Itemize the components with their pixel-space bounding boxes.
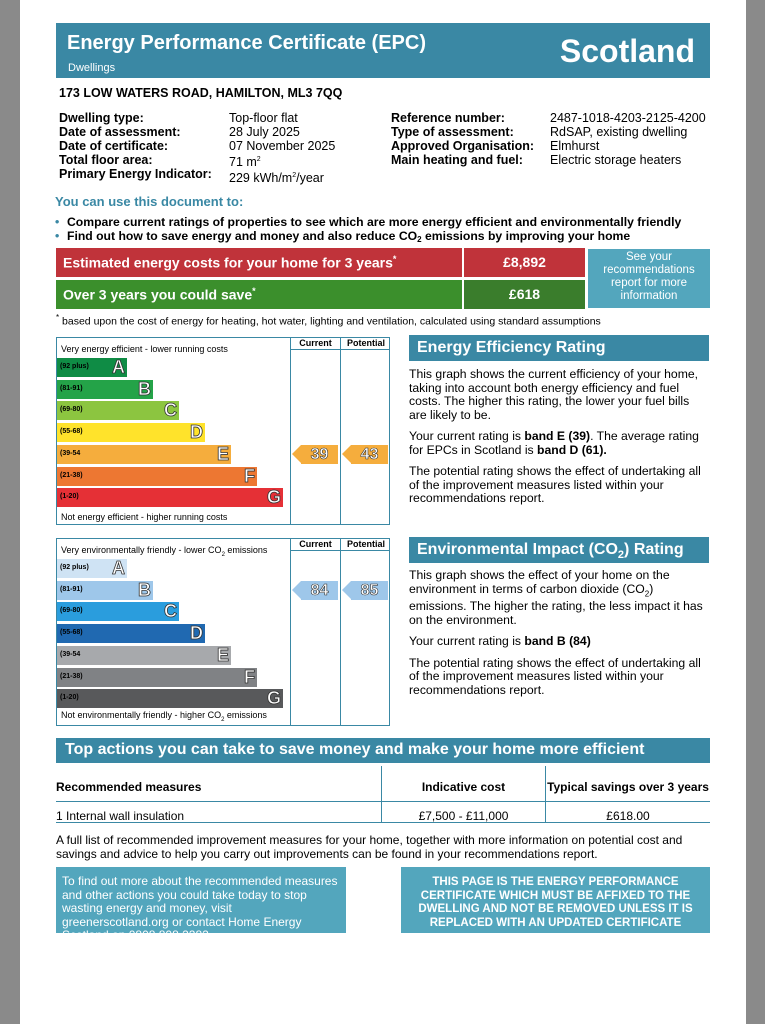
band-range-label: (69-80) xyxy=(60,406,83,414)
environmental-rating-para-1: This graph shows the effect of your home on the environment in terms of carbon dioxide $(CO_2)$ emissions. The higher the rating, the less impact it has on the environment. xyxy=(409,568,703,627)
header-banner xyxy=(56,23,710,78)
reference-label: Reference number: xyxy=(391,111,505,125)
chart-divider xyxy=(340,539,341,725)
cost-column-header: Indicative cost xyxy=(421,780,506,794)
use-bullets xyxy=(55,215,681,247)
pei-value: 229 kWh/$m^2$/year xyxy=(229,171,324,186)
band-range-label: (1-20) xyxy=(60,493,79,501)
band-range-label: (69-80) xyxy=(60,607,83,615)
environmental-rating-para-3: The potential rating shows the effect of undertaking all of the improvement measures listed within your recommendations report. xyxy=(409,655,701,697)
band-range-label: (81-91) xyxy=(60,384,83,392)
band-letter: D xyxy=(190,422,203,443)
band-range-label: (92 plus) xyxy=(60,363,89,370)
band-b xyxy=(57,581,153,600)
band-a xyxy=(57,559,127,578)
estimated-cost-row xyxy=(56,248,586,277)
band-range-label: (92 plus) xyxy=(60,564,89,571)
assessment-type-value: RdSAP, existing dwelling xyxy=(550,125,688,139)
band-range-label: (39-54 xyxy=(60,449,81,457)
energy-rating-para-2: Your current rating is band E (39). The average rating for EPCs in Scotland is band D (61). xyxy=(409,429,699,457)
floor-area-value: 71 $m^2$ xyxy=(229,155,261,170)
certificate-date-label: Date of certificate: xyxy=(59,139,169,153)
potential-rating-arrow xyxy=(342,445,389,464)
full-list-text: A full list of recommended improvement measures for your home, together with more information on potential cost and savings and advice to help you carry out improvements can be found in your recommendations report. xyxy=(56,833,683,861)
bullet-icon: • xyxy=(55,215,60,229)
chart-bottom-label: Not environmentally friendly - higher $CO_2$ emissions xyxy=(61,710,267,723)
certificate-page xyxy=(20,0,746,1024)
reference-value: 2487-1018-4203-2125-4200 xyxy=(550,111,706,125)
details-right-values xyxy=(550,111,706,167)
bullet-item: • Compare current ratings of properties to see which are more energy efficient and environmentally friendly xyxy=(55,215,682,229)
savings-label: Over 3 years you could save* xyxy=(56,280,462,309)
chart-divider xyxy=(340,338,341,524)
current-column-header: Current xyxy=(299,338,332,348)
band-letter: E xyxy=(216,644,229,665)
arrow-tip xyxy=(342,581,351,599)
band-a xyxy=(57,358,127,377)
energy-rating-para-3: The potential rating shows the effect of undertaking all of the improvement measures listed within your recommendations report. xyxy=(409,464,701,505)
potential-rating-arrow xyxy=(342,581,389,600)
band-b xyxy=(57,380,153,399)
band-range-label: (81-91) xyxy=(60,585,83,593)
rating-value: 43 xyxy=(351,445,388,464)
details-left-values xyxy=(229,111,335,185)
arrow-tip xyxy=(342,445,351,463)
rating-value: 39 xyxy=(301,445,338,464)
potential-column-header: Potential xyxy=(346,338,385,348)
chart-top-label: Very energy efficient - lower running costs xyxy=(61,344,228,354)
chart-header-rule xyxy=(290,550,389,551)
band-range-label: (55-68) xyxy=(60,428,83,436)
savings-column-header: Typical savings over 3 years xyxy=(547,780,709,794)
table-row-cost: £7,500 - £11,000 xyxy=(418,809,509,823)
band-range-label: (55-68) xyxy=(60,629,83,637)
current-rating-arrow xyxy=(292,581,339,600)
measures-column-header: Recommended measures xyxy=(56,780,202,794)
band-letter: C xyxy=(164,400,177,421)
assessment-date-label: Date of assessment: xyxy=(59,125,181,139)
chart-top-label: Very environmentally friendly - lower $CO_2$ emissions xyxy=(61,545,268,558)
band-range-label: (21-38) xyxy=(60,672,83,680)
top-actions-heading: Top actions you can take to save money and make your home more efficient xyxy=(56,738,710,763)
band-letter: F xyxy=(244,465,255,486)
band-d xyxy=(57,423,205,442)
band-f xyxy=(57,668,257,687)
bullet-icon: • xyxy=(55,229,60,243)
band-letter: G xyxy=(266,487,281,508)
chart-header-rule xyxy=(290,349,389,350)
cost-footnote: * based upon the cost of energy for heating, hot water, lighting and ventilation, calculated using standard assumptions xyxy=(56,313,601,328)
band-letter: C xyxy=(164,601,177,622)
environmental-rating-para-2: Your current rating is band B (84) xyxy=(409,634,591,649)
table-row-savings: £618.00 xyxy=(606,809,650,823)
band-range-label: (21-38) xyxy=(60,471,83,479)
band-letter: A xyxy=(112,357,125,377)
band-e xyxy=(57,445,231,464)
bullet-item: • Find out how to save energy and money and also reduce $CO_2$ emissions by improving your home xyxy=(55,229,631,244)
certificate-subtitle: Dwellings xyxy=(68,62,116,74)
energy-efficiency-chart xyxy=(56,337,390,525)
assessment-type-label: Type of assessment: xyxy=(391,125,514,139)
table-row-measure: 1 Internal wall insulation xyxy=(56,809,185,823)
property-address: 173 LOW WATERS ROAD, HAMILTON, ML3 7QQ xyxy=(59,86,343,100)
assessment-date-value: 28 July 2025 xyxy=(229,125,300,139)
band-g xyxy=(57,488,283,507)
country-name: Scotland xyxy=(559,33,695,69)
rating-value: 84 xyxy=(301,581,338,600)
arrow-tip xyxy=(292,445,301,463)
details-left-labels xyxy=(59,111,212,181)
floor-area-label: Total floor area: xyxy=(59,153,153,167)
dwelling-type-label: Dwelling type: xyxy=(59,111,144,125)
chart-divider xyxy=(290,338,291,524)
organisation-label: Approved Organisation: xyxy=(391,139,535,153)
details-right-labels xyxy=(391,111,534,167)
band-letter: G xyxy=(266,688,281,709)
band-letter: F xyxy=(244,666,255,687)
estimated-cost-value: £8,892 xyxy=(464,248,585,277)
band-range-label: (39-54 xyxy=(60,650,81,658)
find-out-more-box: To find out more about the recommended measures and other actions you could take today to stop wasting energy and money, visit greenerscotland.org or contact Home Energy Scotland on 0808 808 2282. xyxy=(56,867,346,933)
organisation-value: Elmhurst xyxy=(550,139,600,153)
environmental-impact-chart xyxy=(56,538,390,726)
rating-value: 85 xyxy=(351,581,388,600)
current-rating-arrow xyxy=(292,445,339,464)
band-c xyxy=(57,401,179,420)
band-d xyxy=(57,624,205,643)
certificate-title: Energy Performance Certificate (EPC) xyxy=(67,32,427,54)
band-letter: E xyxy=(216,443,229,464)
band-letter: A xyxy=(112,558,125,578)
environmental-rating-heading: Environmental Impact $(CO_2)$ Rating xyxy=(409,537,709,563)
table-rule xyxy=(56,801,710,802)
current-column-header: Current xyxy=(299,539,332,549)
chart-divider xyxy=(290,539,291,725)
dwelling-type-value: Top-floor flat xyxy=(229,111,298,125)
savings-value: £618 xyxy=(464,280,585,309)
affix-notice-box: THIS PAGE IS THE ENERGY PERFORMANCE CERTIFICATE WHICH MUST BE AFFIXED TO THE DWELLING AND NOT BE REMOVED UNLESS IT IS REPLACED WITH AN UPDATED CERTIFICATE xyxy=(401,867,710,933)
energy-rating-heading: Energy Efficiency Rating xyxy=(409,335,709,361)
heating-label: Main heating and fuel: xyxy=(391,153,523,167)
band-letter: B xyxy=(138,579,151,600)
band-e xyxy=(57,646,231,665)
environmental-rating-text xyxy=(409,569,709,705)
recommendations-table xyxy=(56,766,710,823)
energy-rating-para-1: This graph shows the current efficiency of your home, taking into account both energy efficiency and fuel costs. The higher this rating, the lower your fuel bills are likely to be. xyxy=(409,367,699,422)
arrow-tip xyxy=(292,581,301,599)
chart-bottom-label: Not energy efficient - higher running costs xyxy=(61,512,228,522)
savings-row xyxy=(56,280,586,309)
heating-value: Electric storage heaters xyxy=(550,153,682,167)
band-g xyxy=(57,689,283,708)
potential-column-header: Potential xyxy=(346,539,385,549)
band-letter: B xyxy=(138,378,151,399)
band-range-label: (1-20) xyxy=(60,694,79,702)
energy-rating-text xyxy=(409,368,709,514)
band-letter: D xyxy=(190,623,203,644)
use-document-heading: You can use this document to: xyxy=(55,194,244,209)
estimated-cost-label: Estimated energy costs for your home for 3 years* xyxy=(56,248,462,277)
band-f xyxy=(57,467,257,486)
band-c xyxy=(57,602,179,621)
see-recommendations-box: See your recommendations report for more information xyxy=(588,249,710,308)
certificate-date-value: 07 November 2025 xyxy=(229,139,336,153)
pei-label: Primary Energy Indicator: xyxy=(59,167,212,181)
